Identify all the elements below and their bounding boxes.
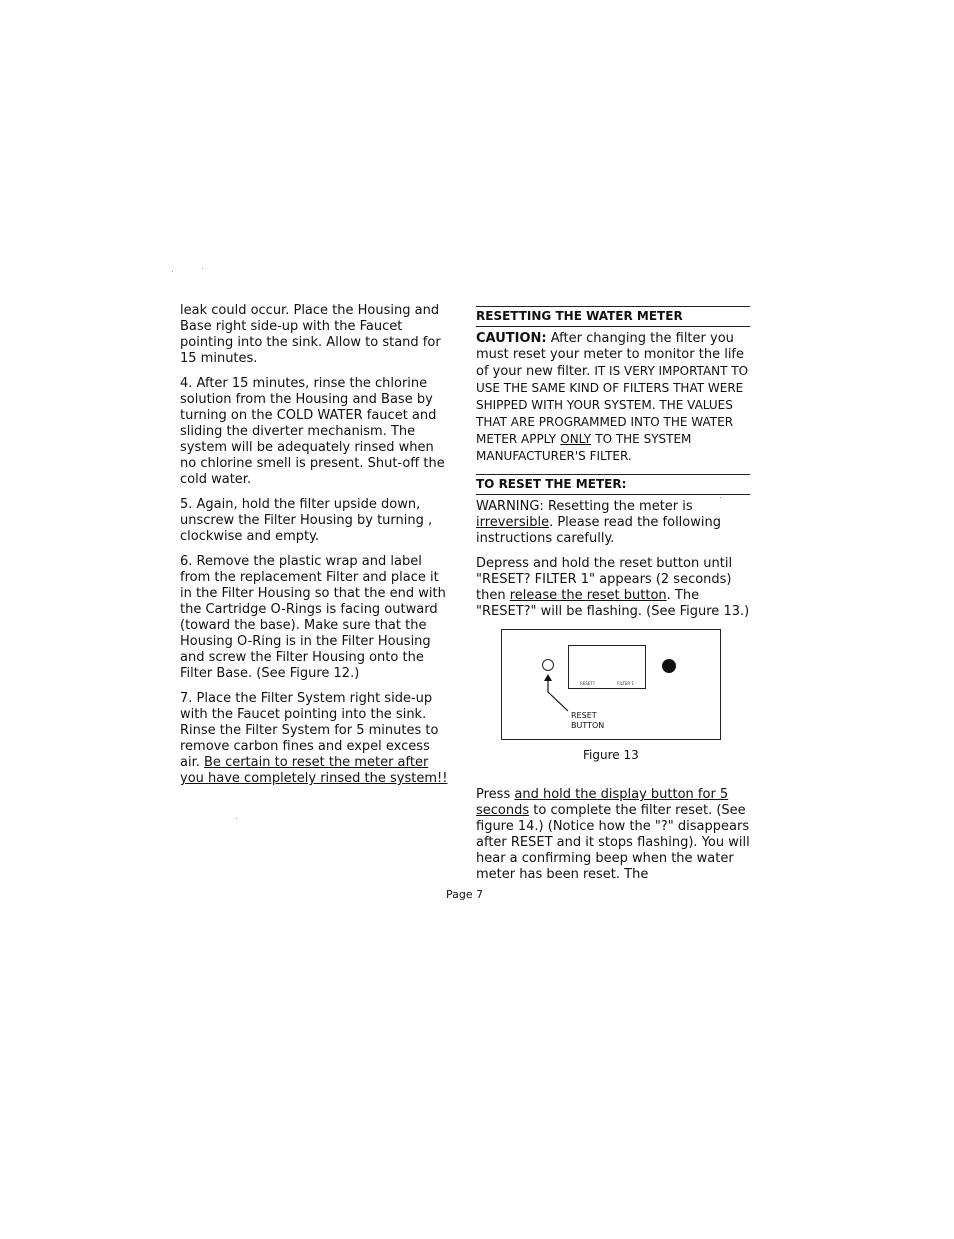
- step-7: [180, 691, 448, 787]
- display-reset: RESET?: [580, 681, 596, 686]
- depress-paragraph: [476, 556, 750, 620]
- left-column: [180, 303, 448, 796]
- step-6: 6. Remove the plastic wrap and label from the replacement Filter and place it in the Filter Housing so that the end with the Cartridge O-Rings is facing outward (toward the base). Make sure that the Housing O-Ring is in the Filter Housing and screw the Filter Housing onto the Filter Base. (See Figure 12.): [180, 554, 446, 681]
- irreversible-word: irreversible: [476, 515, 550, 530]
- paragraph-continuation: leak could occur. Place the Housing and Base right side-up with the Faucet pointing into the sink. Allow to stand for 15 minutes.: [180, 303, 441, 366]
- caution-caps-2: TO THE SYSTEM MANUFACTURER'S FILTER.: [476, 432, 692, 463]
- figure-caption: Figure 13: [583, 748, 639, 762]
- step-7-text: 7. Place the Filter System right side-up with the Faucet pointing into the sink. Rinse the Filter System for 5 minutes to remove carbon fines and expel excess air.: [180, 691, 439, 770]
- depress-end: . The "RESET?" will be flashing. (See Figure 13.): [476, 588, 750, 619]
- release-reset-button: release the reset button: [509, 588, 667, 603]
- caution-only: ONLY: [560, 432, 592, 446]
- reset-reminder: Be certain to reset the meter after you have completely rinsed the system!!: [180, 755, 448, 786]
- scan-speck: [720, 497, 721, 498]
- warning-end: . Please read the following instructions carefully.: [476, 515, 721, 546]
- press-end: to complete the filter reset. (See figure 14.) (Notice how the "?" disappears after RESET and it stops flashing). You will hear a confirming beep when the water meter has been reset. The: [476, 803, 750, 882]
- step-5: 5. Again, hold the filter upside down, unscrew the Filter Housing by turning , clockwise and empty.: [180, 497, 433, 544]
- depress-text: Depress and hold the reset button until "RESET? FILTER 1" appears (2 seconds) then: [476, 556, 733, 603]
- label-line-1: RESET: [571, 711, 597, 720]
- press-paragraph: [476, 787, 750, 883]
- page-number: Page 7: [446, 888, 484, 901]
- arrow-icon: [542, 674, 582, 714]
- right-column: [476, 306, 750, 892]
- warning-paragraph: [476, 499, 750, 547]
- section-heading-to-reset: TO RESET THE METER:: [476, 474, 750, 495]
- display-filter: FILTER 1: [617, 681, 634, 686]
- scan-speck: [236, 818, 237, 819]
- scan-speck: [202, 268, 203, 269]
- warning-text: WARNING: Resetting the meter is: [476, 499, 693, 514]
- reset-button-label: [571, 711, 604, 731]
- caution-text: After changing the filter you must reset your meter to monitor the life of your new filter.: [476, 331, 745, 379]
- caution-paragraph: [476, 331, 750, 465]
- press-hold-instruction: and hold the display button for 5: [514, 787, 729, 802]
- scan-speck: [172, 271, 173, 272]
- reset-button-circle: [542, 659, 554, 671]
- caution-label: CAUTION:: [476, 331, 547, 346]
- caution-caps-1: IT IS VERY IMPORTANT TO USE THE SAME KIND OF FILTERS THAT WERE SHIPPED WITH YOUR SYSTEM. THE VALUES THAT ARE PROGRAMMED INTO THE WATER METER APPLY: [476, 364, 749, 446]
- section-heading-resetting: RESETTING THE WATER METER: [476, 306, 750, 327]
- display-button-dot: [662, 659, 676, 673]
- figure-13-diagram: [501, 629, 721, 740]
- step-4: 4. After 15 minutes, rinse the chlorine solution from the Housing and Base by turning on the COLD WATER faucet and sliding the diverter mechanism. The system will be adequately rinsed when no chlorine smell is present. Shut-off the cold water.: [180, 376, 445, 487]
- label-line-2: BUTTON: [571, 721, 605, 730]
- seconds-word: seconds: [476, 803, 530, 818]
- press-text: Press: [476, 787, 511, 802]
